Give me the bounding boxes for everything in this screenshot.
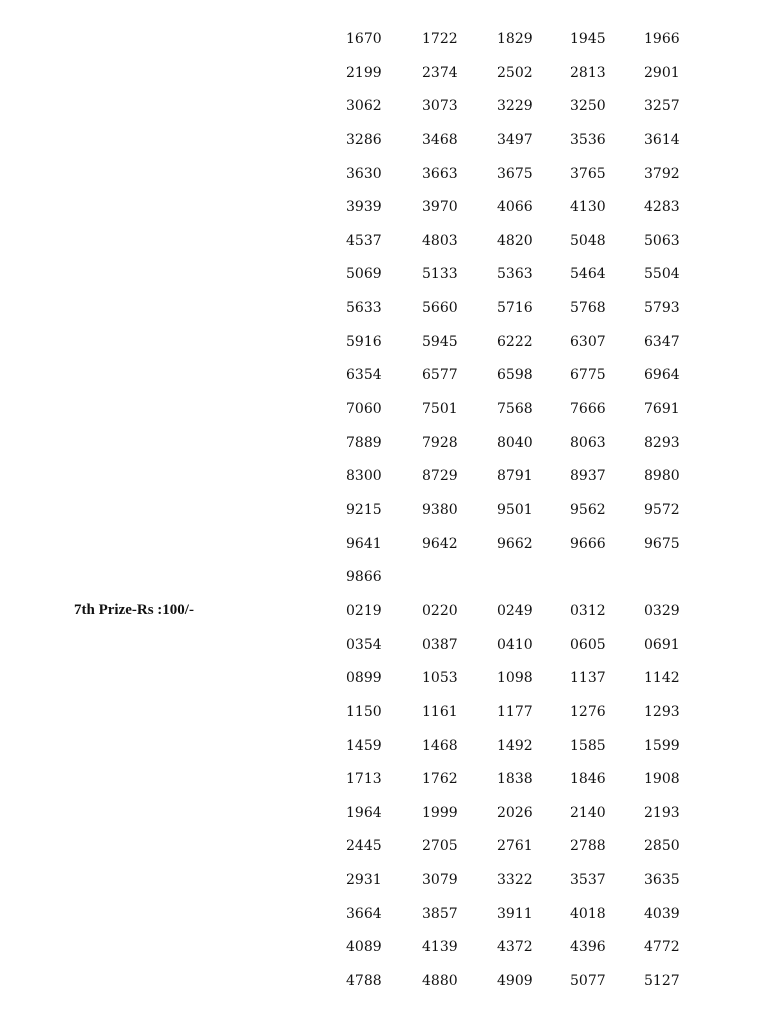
- ticket-number: 5077: [570, 973, 606, 990]
- ticket-number: 4820: [497, 232, 533, 249]
- ticket-number: 3286: [346, 131, 382, 148]
- ticket-number: 2705: [422, 838, 458, 855]
- ticket-number: 1177: [497, 703, 533, 720]
- number-row: [346, 635, 746, 669]
- number-row: [346, 870, 746, 904]
- ticket-number: 4139: [422, 939, 458, 956]
- ticket-number: 2199: [346, 64, 382, 81]
- number-row: [346, 601, 746, 635]
- number-row: [346, 836, 746, 870]
- ticket-number: 9380: [422, 501, 458, 518]
- ticket-number: 3663: [422, 165, 458, 182]
- ticket-number: 0605: [570, 636, 606, 653]
- ticket-number: 9572: [644, 501, 680, 518]
- ticket-number: 4066: [497, 199, 533, 216]
- ticket-number: 6775: [570, 367, 606, 384]
- ticket-number: 8293: [644, 434, 680, 451]
- number-row: [346, 264, 746, 298]
- ticket-number: 8980: [644, 468, 680, 485]
- ticket-number: 0312: [570, 603, 606, 619]
- ticket-number: 1137: [570, 670, 606, 687]
- ticket-number: 1468: [422, 737, 458, 754]
- ticket-number: 9641: [346, 535, 382, 552]
- ticket-number: 2788: [570, 838, 606, 855]
- number-row: [346, 164, 746, 198]
- prize-label: 7th Prize-Rs :100/-: [74, 602, 194, 618]
- ticket-number: 1053: [422, 670, 458, 687]
- ticket-number: 1670: [346, 31, 382, 47]
- number-row: [346, 904, 746, 938]
- ticket-number: 3970: [422, 199, 458, 216]
- number-row: [346, 534, 746, 568]
- ticket-number: 5945: [422, 333, 458, 350]
- ticket-number: 1599: [644, 737, 680, 754]
- ticket-number: 4089: [346, 939, 382, 956]
- ticket-number: 5464: [570, 266, 606, 283]
- ticket-number: 5048: [570, 232, 606, 249]
- ticket-number: 3537: [570, 872, 606, 889]
- ticket-number: 1276: [570, 703, 606, 720]
- ticket-number: 7060: [346, 401, 382, 418]
- number-row: [346, 736, 746, 770]
- ticket-number: 3250: [570, 98, 606, 115]
- number-row: [346, 298, 746, 332]
- ticket-number: 5133: [422, 266, 458, 283]
- ticket-number: 9866: [346, 569, 382, 586]
- ticket-number: 5063: [644, 232, 680, 249]
- ticket-number: 2193: [644, 804, 680, 821]
- ticket-number: 1150: [346, 703, 382, 720]
- ticket-number: 9662: [497, 535, 533, 552]
- ticket-number: 0899: [346, 670, 382, 687]
- ticket-number: 6347: [644, 333, 680, 350]
- ticket-number: 2761: [497, 838, 533, 855]
- ticket-number: 1492: [497, 737, 533, 754]
- number-row: [346, 365, 746, 399]
- ticket-number: 3073: [422, 98, 458, 115]
- ticket-number: 2931: [346, 872, 382, 889]
- ticket-number: 0691: [644, 636, 680, 653]
- ticket-number: 6307: [570, 333, 606, 350]
- ticket-number: 4803: [422, 232, 458, 249]
- ticket-number: 5716: [497, 300, 533, 317]
- ticket-number: 9675: [644, 535, 680, 552]
- ticket-number: 8300: [346, 468, 382, 485]
- ticket-number: 4018: [570, 905, 606, 922]
- ticket-number: 0219: [346, 603, 382, 619]
- ticket-number: 3911: [497, 905, 533, 922]
- ticket-number: 3229: [497, 98, 533, 115]
- ticket-number: 6354: [346, 367, 382, 384]
- ticket-number: 9642: [422, 535, 458, 552]
- number-row: [346, 197, 746, 231]
- number-row: [346, 803, 746, 837]
- ticket-number: 1908: [644, 771, 680, 788]
- ticket-number: 9666: [570, 535, 606, 552]
- ticket-number: 5660: [422, 300, 458, 317]
- ticket-number: 1722: [422, 31, 458, 47]
- ticket-number: 1829: [497, 31, 533, 47]
- ticket-number: 6222: [497, 333, 533, 350]
- ticket-number: 1762: [422, 771, 458, 788]
- ticket-number: 0387: [422, 636, 458, 653]
- ticket-number: 5768: [570, 300, 606, 317]
- ticket-number: 2140: [570, 804, 606, 821]
- ticket-number: 4772: [644, 939, 680, 956]
- number-row: [346, 399, 746, 433]
- number-row: [346, 937, 746, 971]
- number-row: [346, 433, 746, 467]
- number-row: [346, 668, 746, 702]
- ticket-number: 5793: [644, 300, 680, 317]
- ticket-number: 1161: [422, 703, 458, 720]
- number-row: [346, 702, 746, 736]
- ticket-number: 2850: [644, 838, 680, 855]
- ticket-number: 8040: [497, 434, 533, 451]
- ticket-number: 4130: [570, 199, 606, 216]
- number-row: [346, 466, 746, 500]
- ticket-number: 3939: [346, 199, 382, 216]
- ticket-number: 1945: [570, 31, 606, 47]
- ticket-number: 7889: [346, 434, 382, 451]
- ticket-number: 1293: [644, 703, 680, 720]
- ticket-number: 8063: [570, 434, 606, 451]
- ticket-number: 6577: [422, 367, 458, 384]
- ticket-number: 3614: [644, 131, 680, 148]
- ticket-number: 3536: [570, 131, 606, 148]
- ticket-number: 5127: [644, 973, 680, 990]
- number-row: [346, 231, 746, 265]
- number-row: [346, 567, 746, 601]
- ticket-number: 4396: [570, 939, 606, 956]
- number-row: [346, 63, 746, 97]
- ticket-number: 3497: [497, 131, 533, 148]
- ticket-number: 1999: [422, 804, 458, 821]
- ticket-number: 8729: [422, 468, 458, 485]
- number-row: [346, 29, 746, 63]
- ticket-number: 3468: [422, 131, 458, 148]
- ticket-number: 0329: [644, 603, 680, 619]
- number-row: [346, 500, 746, 534]
- ticket-number: 2445: [346, 838, 382, 855]
- ticket-number: 3857: [422, 905, 458, 922]
- ticket-number: 1713: [346, 771, 382, 788]
- ticket-number: 6598: [497, 367, 533, 384]
- ticket-number: 1838: [497, 771, 533, 788]
- ticket-number: 9215: [346, 501, 382, 518]
- ticket-number: 9562: [570, 501, 606, 518]
- ticket-number: 3765: [570, 165, 606, 182]
- ticket-number: 0410: [497, 636, 533, 653]
- ticket-number: 4283: [644, 199, 680, 216]
- ticket-number: 5916: [346, 333, 382, 350]
- number-row: [346, 130, 746, 164]
- ticket-number: 1964: [346, 804, 382, 821]
- number-row: [346, 96, 746, 130]
- ticket-number-grid: [346, 29, 746, 601]
- ticket-number-grid: [346, 601, 746, 1005]
- ticket-number: 4788: [346, 973, 382, 990]
- ticket-number: 9501: [497, 501, 533, 518]
- ticket-number: 1846: [570, 771, 606, 788]
- ticket-number: 0249: [497, 603, 533, 619]
- ticket-number: 8937: [570, 468, 606, 485]
- ticket-number: 0354: [346, 636, 382, 653]
- ticket-number: 3635: [644, 872, 680, 889]
- ticket-number: 3322: [497, 872, 533, 889]
- ticket-number: 7691: [644, 401, 680, 418]
- number-row: [346, 332, 746, 366]
- ticket-number: 1585: [570, 737, 606, 754]
- ticket-number: 1459: [346, 737, 382, 754]
- ticket-number: 2901: [644, 64, 680, 81]
- ticket-number: 1098: [497, 670, 533, 687]
- ticket-number: 5633: [346, 300, 382, 317]
- ticket-number: 4039: [644, 905, 680, 922]
- ticket-number: 5504: [644, 266, 680, 283]
- ticket-number: 5363: [497, 266, 533, 283]
- ticket-number: 2502: [497, 64, 533, 81]
- ticket-number: 5069: [346, 266, 382, 283]
- ticket-number: 3792: [644, 165, 680, 182]
- ticket-number: 3664: [346, 905, 382, 922]
- ticket-number: 7501: [422, 401, 458, 418]
- ticket-number: 7666: [570, 401, 606, 418]
- ticket-number: 1966: [644, 31, 680, 47]
- ticket-number: 0220: [422, 603, 458, 619]
- ticket-number: 4537: [346, 232, 382, 249]
- ticket-number: 3675: [497, 165, 533, 182]
- ticket-number: 2813: [570, 64, 606, 81]
- ticket-number: 3079: [422, 872, 458, 889]
- ticket-number: 3630: [346, 165, 382, 182]
- number-row: [346, 769, 746, 803]
- ticket-number: 4372: [497, 939, 533, 956]
- ticket-number: 7568: [497, 401, 533, 418]
- ticket-number: 3257: [644, 98, 680, 115]
- ticket-number: 2374: [422, 64, 458, 81]
- ticket-number: 7928: [422, 434, 458, 451]
- ticket-number: 4880: [422, 973, 458, 990]
- ticket-number: 4909: [497, 973, 533, 990]
- ticket-number: 6964: [644, 367, 680, 384]
- ticket-number: 2026: [497, 804, 533, 821]
- number-row: [346, 971, 746, 1005]
- ticket-number: 1142: [644, 670, 680, 687]
- ticket-number: 8791: [497, 468, 533, 485]
- ticket-number: 3062: [346, 98, 382, 115]
